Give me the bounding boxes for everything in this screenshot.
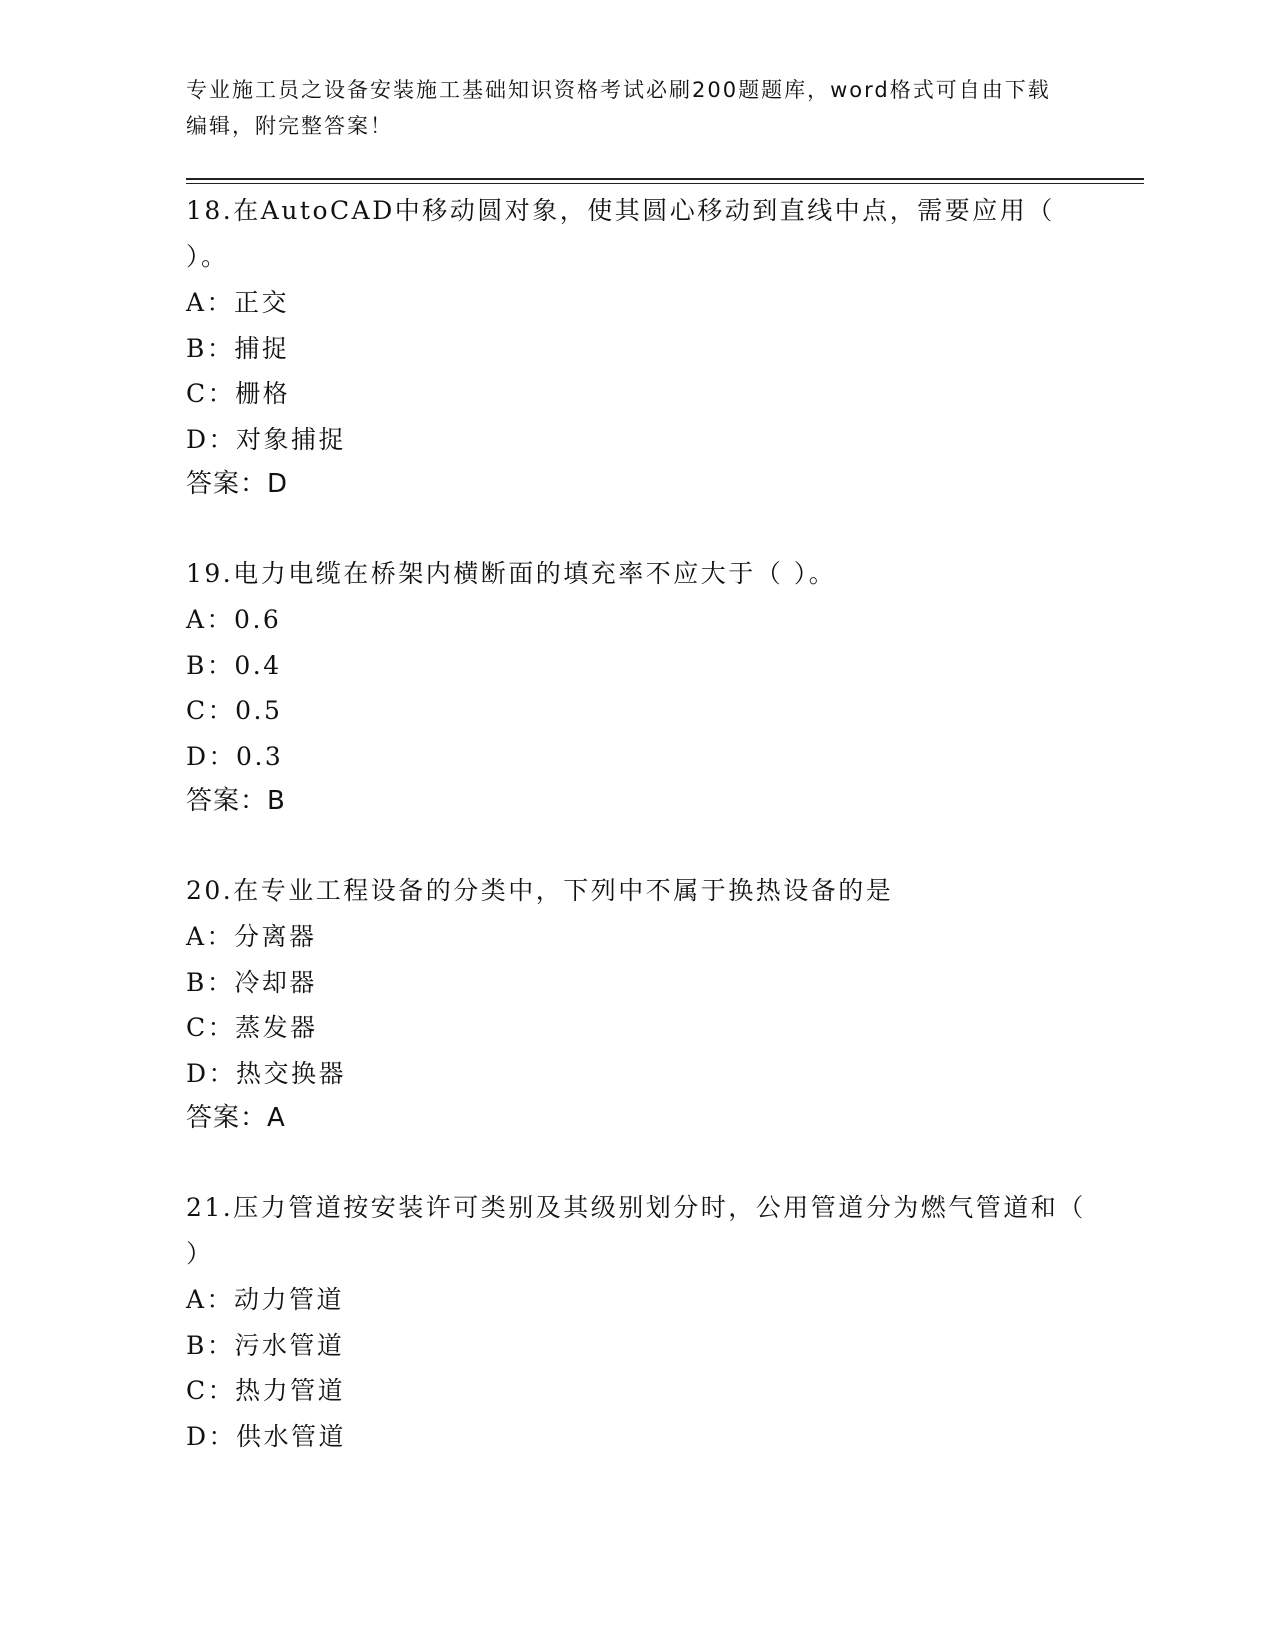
question-list <box>186 187 1086 1502</box>
question-19 <box>186 550 1086 824</box>
option-b: B：冷却器 <box>186 967 317 997</box>
option-d: D：热交换器 <box>186 1058 347 1088</box>
question-stem: 19.电力电缆在桥架内横断面的填充率不应大于（ ）。 <box>186 559 837 588</box>
document-header: 专业施工员之设备安装施工基础知识资格考试必刷200题题库，word格式可自由下载编辑，附完整答案！ <box>186 78 1051 138</box>
option-c: C：热力管道 <box>186 1376 346 1405</box>
option-c: C：蒸发器 <box>186 1013 318 1042</box>
option-c: C：栅格 <box>186 379 291 408</box>
question-stem: 21.压力管道按安装许可类别及其级别划分时，公用管道分为燃气管道和（ ） <box>186 1193 1086 1268</box>
option-c: C：0.5 <box>186 696 283 725</box>
option-a: A：分离器 <box>186 922 317 951</box>
question-stem: 18.在AutoCAD中移动圆对象，使其圆心移动到直线中点，需要应用（ ）。 <box>186 196 1055 271</box>
question-21 <box>186 1184 1086 1459</box>
header-divider-thin <box>186 183 1144 184</box>
question-stem: 20.在专业工程设备的分类中，下列中不属于换热设备的是 <box>186 876 894 905</box>
question-18 <box>186 187 1086 507</box>
option-b: B：污水管道 <box>186 1330 345 1360</box>
answer-line: 答案：A <box>186 1103 286 1133</box>
option-a: A：正交 <box>186 288 290 317</box>
option-d: D：0.3 <box>186 741 284 771</box>
option-d: D：对象捕捉 <box>186 424 347 454</box>
option-d: D：供水管道 <box>186 1421 347 1451</box>
question-20 <box>186 867 1086 1141</box>
header-divider-thick <box>186 178 1144 180</box>
option-a: A：0.6 <box>186 605 282 634</box>
answer-line: 答案：D <box>186 469 289 499</box>
answer-line: 答案：B <box>186 786 286 816</box>
option-b: B：0.4 <box>186 650 282 680</box>
option-b: B：捕捉 <box>186 333 290 363</box>
option-a: A：动力管道 <box>186 1285 345 1314</box>
